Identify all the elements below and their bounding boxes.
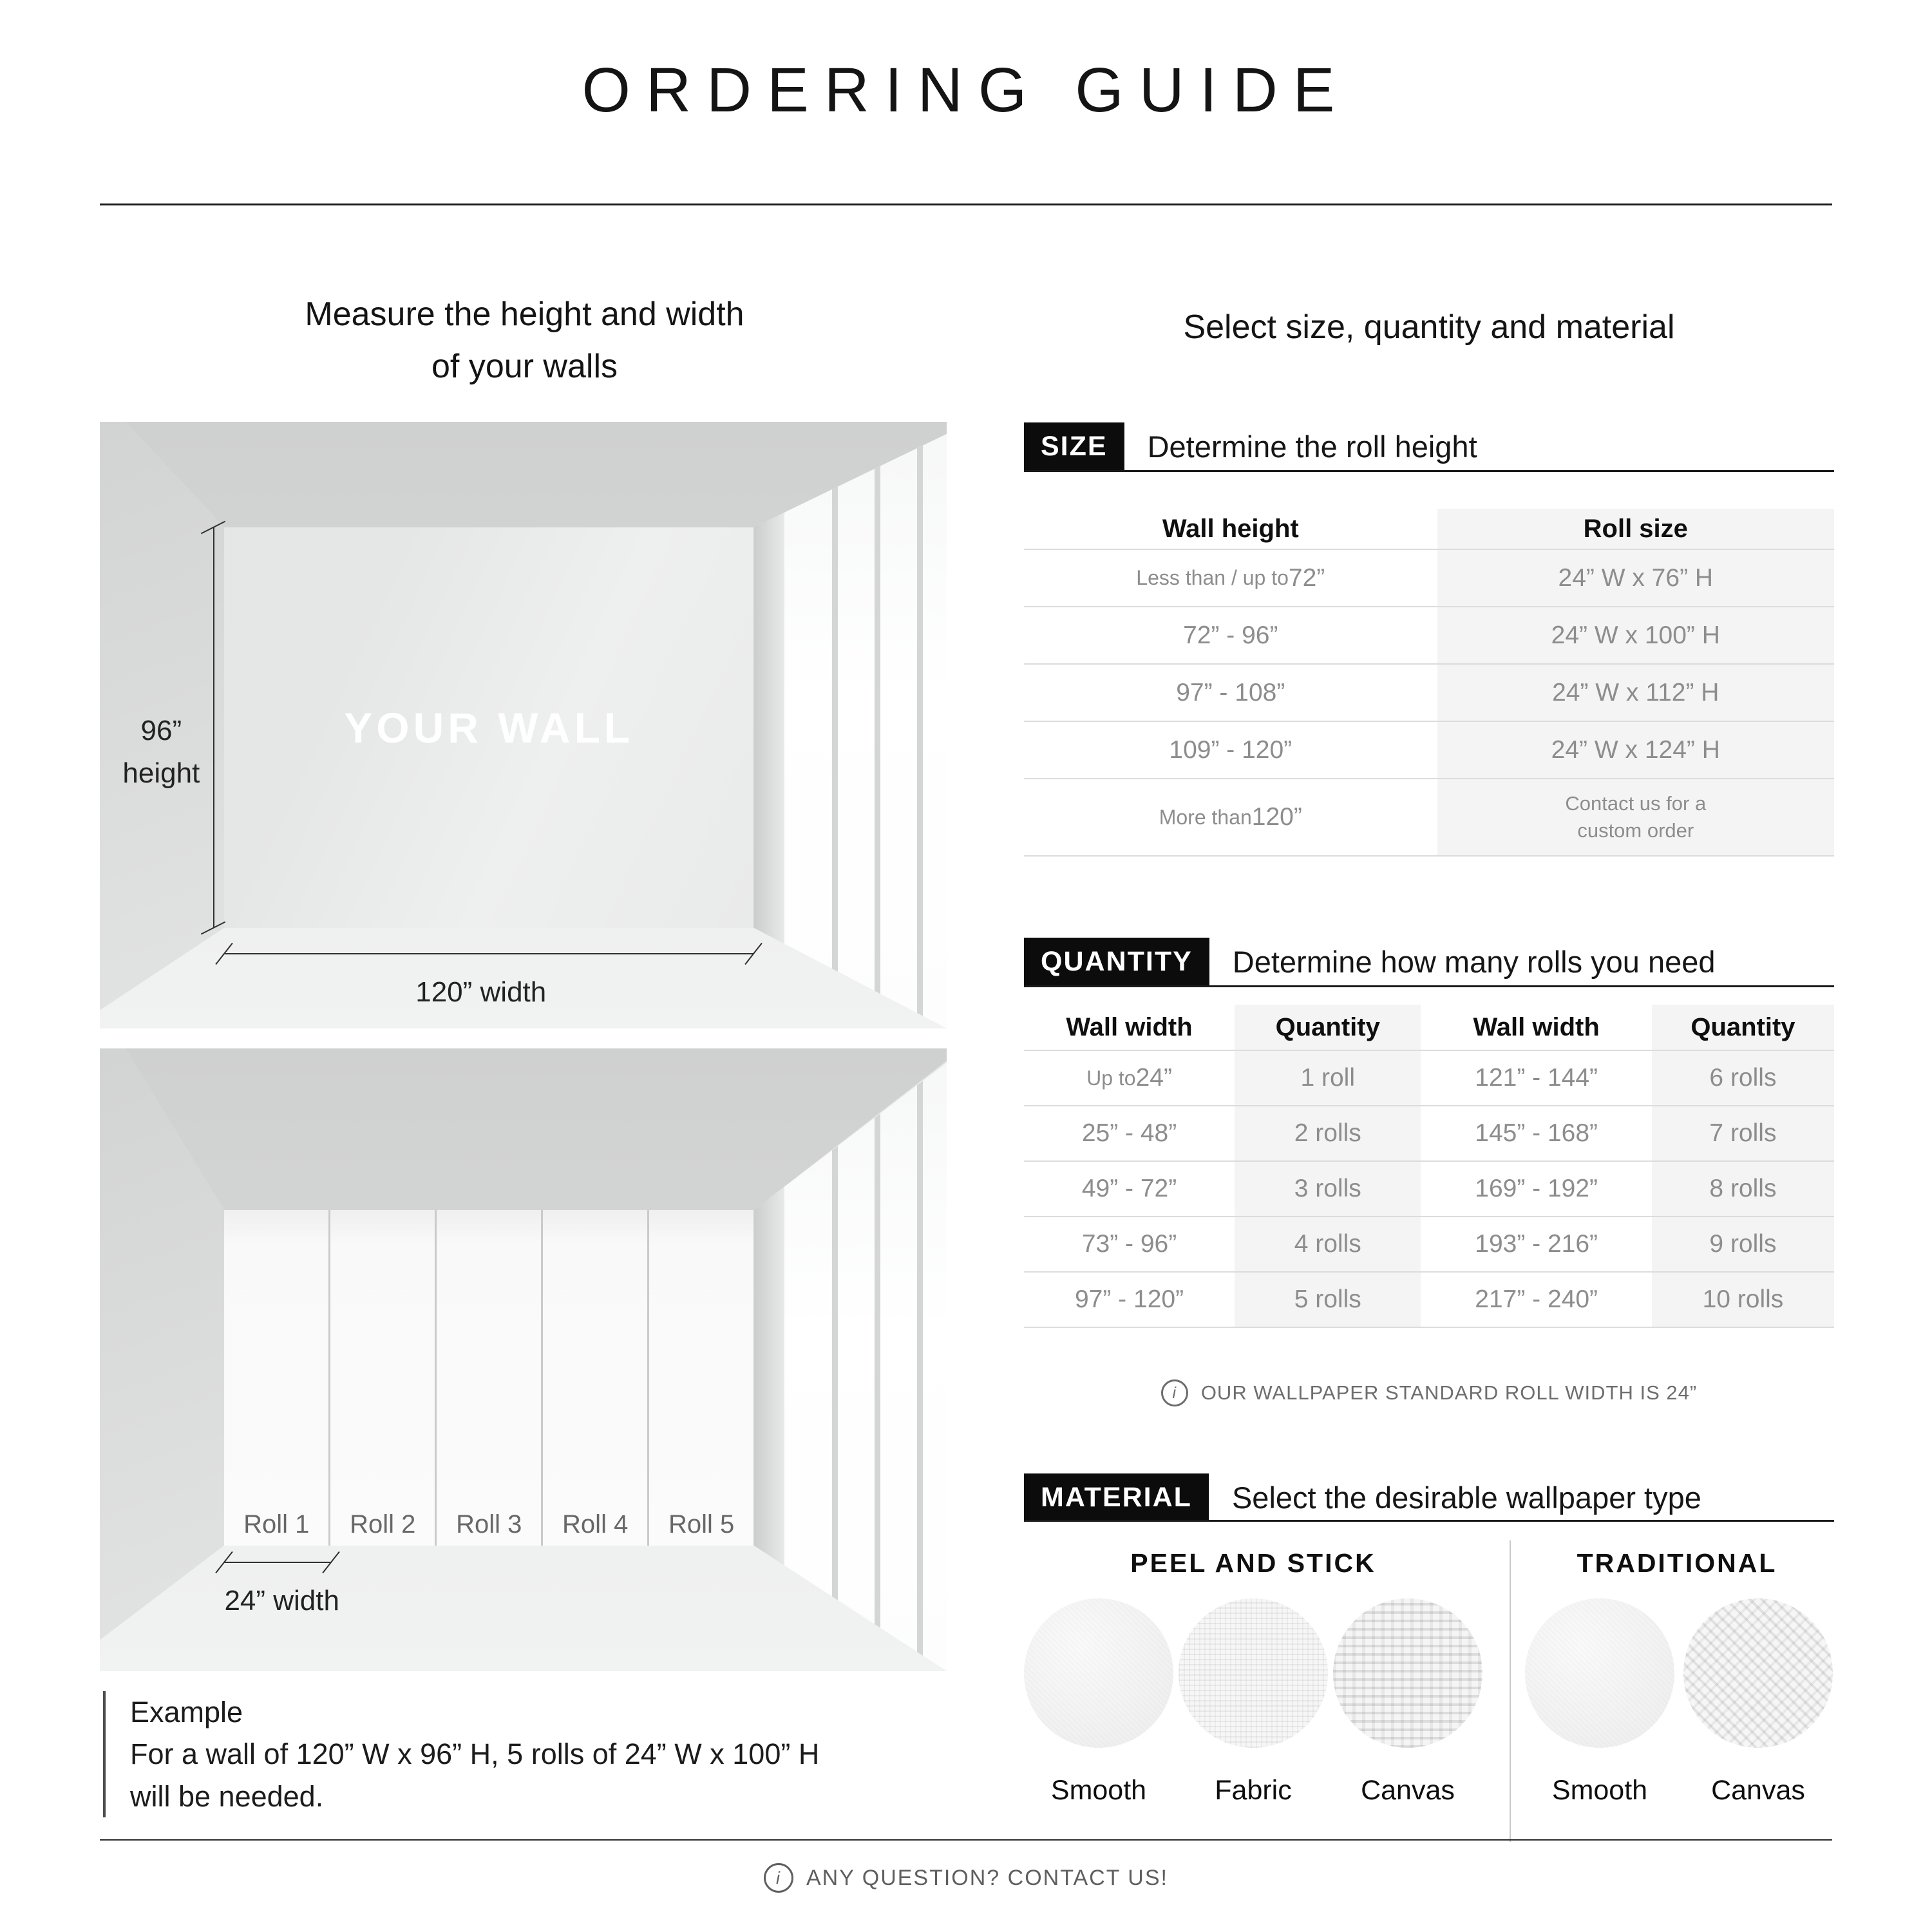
size-section-divider (1024, 470, 1834, 472)
quantity-cell: 5 rolls (1294, 1285, 1361, 1313)
measure-heading-line2: of your walls (431, 347, 618, 385)
size-table-row (1024, 550, 1834, 607)
quantity-section-header (1024, 938, 1716, 986)
roll-size-cell: Contact us for a custom order (1565, 792, 1707, 842)
size-table (1024, 509, 1834, 857)
quantity-cell: 6 rolls (1709, 1064, 1777, 1092)
size-badge: SIZE (1024, 422, 1124, 471)
material-section-divider (1024, 1520, 1834, 1522)
title-divider (100, 204, 1832, 205)
quantity-badge: QUANTITY (1024, 938, 1209, 986)
roll-size-header: Roll size (1583, 514, 1688, 543)
roll-panel-label: Roll 3 (456, 1510, 522, 1539)
quantity-table-row (1024, 1051, 1834, 1106)
quantity-header: Quantity (1275, 1012, 1380, 1041)
wall-width-cell: 169” - 192” (1475, 1175, 1598, 1202)
roll-panel-label: Roll 4 (562, 1510, 629, 1539)
quantity-table (1024, 1005, 1834, 1328)
quantity-table-row (1024, 1273, 1834, 1328)
page-title: ORDERING GUIDE (582, 55, 1350, 125)
window-mullion (917, 422, 923, 1028)
quantity-cell: 7 rolls (1709, 1119, 1777, 1147)
wall-width-header: Wall width (1066, 1012, 1193, 1041)
select-heading: Select size, quantity and material (1183, 308, 1675, 346)
info-icon: i (764, 1863, 793, 1893)
quantity-cell: 9 rolls (1709, 1230, 1777, 1258)
swatch-label: Fabric (1215, 1775, 1292, 1806)
height-word: height (122, 757, 200, 790)
info-icon: i (1161, 1379, 1188, 1406)
swatch-peel-fabric (1179, 1598, 1328, 1806)
traditional-label: TRADITIONAL (1577, 1548, 1777, 1578)
roll-panel (543, 1210, 647, 1545)
wall-height-cell: 97” - 108” (1176, 678, 1285, 706)
footer-divider (100, 1839, 1832, 1841)
roll-size-cell: 24” W x 112” H (1552, 678, 1719, 706)
wall-height-cell: Less than / up to 72” (1136, 564, 1325, 592)
size-table-row (1024, 722, 1834, 779)
example-heading: Example (130, 1696, 243, 1728)
roll-width-dimension-label: 24” width (224, 1584, 339, 1616)
wallpaper-roll-panels (224, 1210, 753, 1545)
example-line1: For a wall of 120” W x 96” H, 5 rolls of 24” W x 100” H (130, 1738, 820, 1771)
example-note (103, 1691, 819, 1817)
quantity-section-divider (1024, 985, 1834, 987)
width-measure-line (224, 953, 753, 954)
size-table-header-row (1024, 509, 1834, 550)
example-line2: will be needed. (130, 1779, 324, 1813)
wall-height-cell: More than 120” (1159, 803, 1302, 831)
height-value: 96” (140, 715, 182, 747)
quantity-table-row (1024, 1106, 1834, 1162)
roll-panel-label: Roll 5 (668, 1510, 735, 1539)
peel-and-stick-label: PEEL AND STICK (1130, 1548, 1376, 1578)
footer-contact (0, 1863, 1932, 1893)
quantity-header: Quantity (1690, 1012, 1795, 1041)
wall-width-cell: 49” - 72” (1081, 1175, 1177, 1202)
size-table-row (1024, 607, 1834, 665)
quantity-table-row (1024, 1217, 1834, 1273)
room-illustration-rolls (100, 1048, 947, 1671)
swatch-label: Canvas (1361, 1775, 1455, 1806)
quantity-cell: 4 rolls (1294, 1230, 1361, 1258)
material-badge: MATERIAL (1024, 1473, 1209, 1522)
wall-height-cell: 109” - 120” (1169, 735, 1293, 764)
your-wall-label: YOUR WALL (344, 703, 634, 752)
window-mullion (875, 422, 880, 1028)
roll-width-note (1024, 1379, 1834, 1406)
roll-panel-label: Roll 1 (243, 1510, 310, 1539)
wall-width-cell: 217” - 240” (1475, 1285, 1598, 1313)
quantity-cell: 1 roll (1300, 1064, 1356, 1092)
wall-width-header: Wall width (1473, 1012, 1600, 1041)
swatch-peel-smooth (1024, 1598, 1173, 1806)
roll-panel-label: Roll 2 (350, 1510, 416, 1539)
swatch-traditional-smooth (1525, 1598, 1674, 1806)
wall-width-cell: 97” - 120” (1074, 1285, 1184, 1313)
roll-panel (649, 1210, 753, 1545)
wall-height-cell: 72” - 96” (1183, 621, 1278, 649)
wall-width-cell: 145” - 168” (1475, 1119, 1598, 1147)
roll-size-cell: 24” W x 124” H (1551, 735, 1720, 764)
roll-width-note-text: OUR WALLPAPER STANDARD ROLL WIDTH IS 24” (1200, 1381, 1698, 1404)
quantity-cell: 8 rolls (1709, 1175, 1777, 1202)
size-section-title: Determine the roll height (1147, 430, 1477, 464)
material-section-title: Select the desirable wallpaper type (1231, 1481, 1701, 1515)
swatch-label: Canvas (1711, 1775, 1805, 1806)
quantity-cell: 10 rolls (1702, 1285, 1784, 1313)
wall-height-header: Wall height (1162, 514, 1299, 543)
window-mullion (832, 422, 838, 1028)
roll-panel (330, 1210, 435, 1545)
quantity-section-title: Determine how many rolls you need (1232, 945, 1716, 979)
quantity-table-row (1024, 1162, 1834, 1217)
height-dimension-label (108, 710, 214, 1028)
wall-width-cell: 121” - 144” (1475, 1064, 1598, 1092)
swatch-peel-canvas (1333, 1598, 1482, 1806)
roll-width-measure-line (224, 1562, 331, 1563)
width-dimension-label: 120” width (415, 976, 547, 1008)
window-mullion (917, 1048, 923, 1671)
size-section-header (1024, 422, 1477, 471)
quantity-cell: 3 rolls (1294, 1175, 1361, 1202)
measure-heading-line1: Measure the height and width (305, 296, 744, 333)
footer-text: ANY QUESTION? CONTACT US! (806, 1865, 1168, 1890)
material-section-header (1024, 1473, 1701, 1522)
size-table-row (1024, 779, 1834, 857)
wall-width-cell: 193” - 216” (1475, 1230, 1598, 1258)
wall-width-cell: 25” - 48” (1081, 1119, 1177, 1147)
room-illustration-measure (100, 422, 947, 1028)
window-mullion (875, 1048, 880, 1671)
roll-size-cell: 24” W x 100” H (1551, 621, 1720, 649)
quantity-table-header-row (1024, 1005, 1834, 1051)
quantity-cell: 2 rolls (1294, 1119, 1361, 1147)
wall-width-cell: Up to 24” (1086, 1064, 1172, 1092)
size-table-row (1024, 665, 1834, 722)
roll-panel (437, 1210, 541, 1545)
roll-size-cell: 24” W x 76” H (1558, 564, 1714, 592)
your-wall (224, 527, 753, 928)
roll-panel (224, 1210, 328, 1545)
swatch-traditional-canvas (1683, 1598, 1833, 1806)
material-group-divider (1510, 1540, 1511, 1842)
swatch-label: Smooth (1050, 1775, 1147, 1806)
example-accent-bar (103, 1691, 106, 1817)
swatch-label: Smooth (1551, 1775, 1648, 1806)
measure-heading (101, 289, 948, 392)
wall-width-cell: 73” - 96” (1081, 1230, 1177, 1258)
